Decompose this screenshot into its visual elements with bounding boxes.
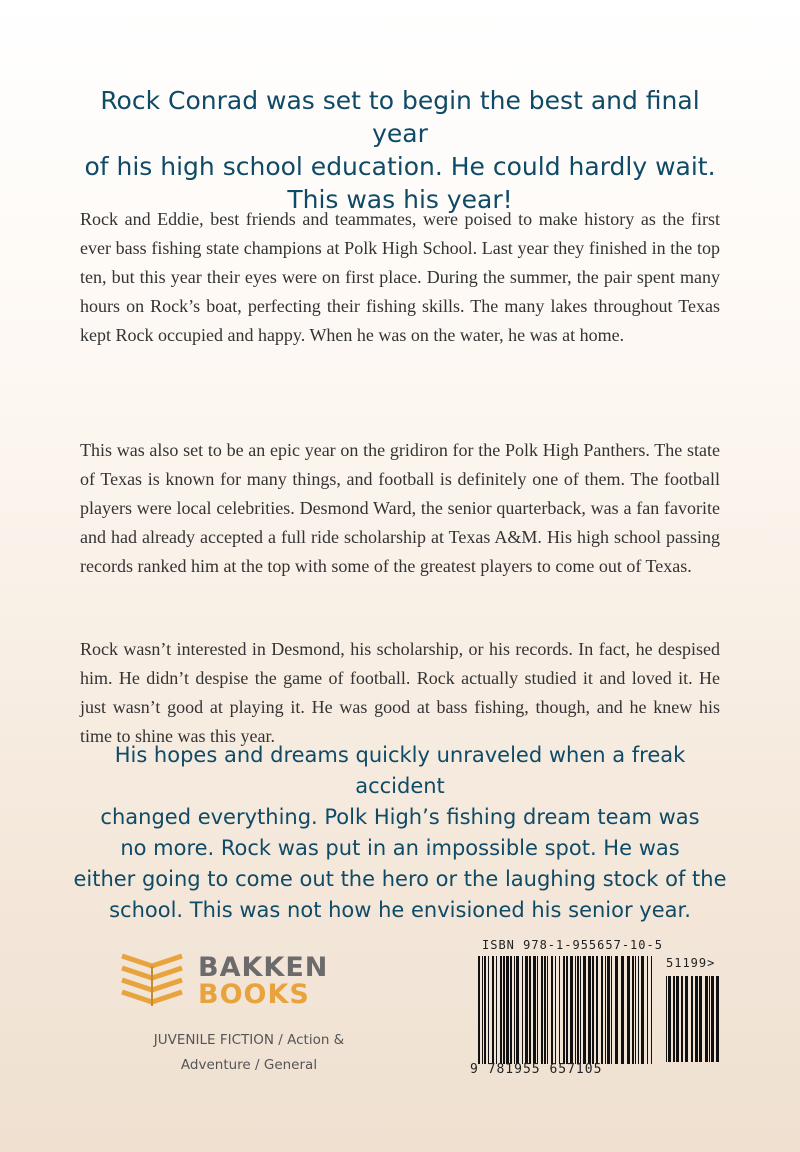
top-blurb-line: of his high school education. He could hardly wait. [84,152,716,181]
category-line: JUVENILE FICTION / Action & [153,1032,345,1048]
logo-wordmark-top: BAKKEN [198,952,329,983]
publisher-logo [118,948,398,1012]
book-logo-icon [118,948,186,1012]
top-blurb [80,84,720,216]
synopsis-paragraph-3: Rock wasn’t interested in Desmond, his scholarship, or his records. In fact, he despised him. He didn’t despise the game of football. Rock actually studied it and loved it. He just wasn’t good at playing it. He was good at bass fishing, though, and he knew his time to shine was this year. [80,639,720,746]
logo-wordmark-bottom: BOOKS [198,979,310,1010]
bottom-blurb-line: changed everything. Polk High’s fishing dream team was [100,805,700,829]
synopsis-paragraph-2: This was also set to be an epic year on the gridiron for the Polk High Panthers. The state of Texas is known for many things, and football is definitely one of them. The football players were local celebrities. Desmond Ward, the senior quarterback, was a fan favorite and had already accepted a full ride scholarship at Texas A&M. His high school passing records ranked him at the top with some of the greatest players to come out of Texas. [80,440,720,576]
ean-digits: 9 781955 657105 [470,1062,603,1077]
bisac-category [124,1028,374,1078]
bottom-blurb-line: school. This was not how he envisioned his senior year. [109,898,691,922]
price-code: 51199> [666,956,716,970]
price-barcode-icon [666,976,722,1062]
ean-barcode-icon [478,956,654,1064]
bottom-blurb-line: either going to come out the hero or the laughing stock of the [73,867,727,891]
isbn-barcode [470,936,726,1084]
isbn-label: ISBN 978-1-955657-10-5 [482,938,663,952]
top-blurb-line: Rock Conrad was set to begin the best and final year [100,86,700,148]
bottom-blurb-line: no more. Rock was put in an impossible spot. He was [120,836,680,860]
top-blurb-line: This was his year! [287,185,513,214]
bottom-blurb-line: His hopes and dreams quickly unraveled when a freak accident [114,743,686,798]
category-line: Adventure / General [180,1057,318,1073]
synopsis-paragraph-1: Rock and Eddie, best friends and teammates, were poised to make history as the first ever bass fishing state champions at Polk High School. Last year they finished in the top ten, but this year their eyes were on first place. During the summer, the pair spent many hours on Rock’s boat, perfecting their fishing skills. The many lakes throughout Texas kept Rock occupied and happy. When he was on the water, he was at home. [80,209,720,345]
bottom-blurb [70,740,730,926]
